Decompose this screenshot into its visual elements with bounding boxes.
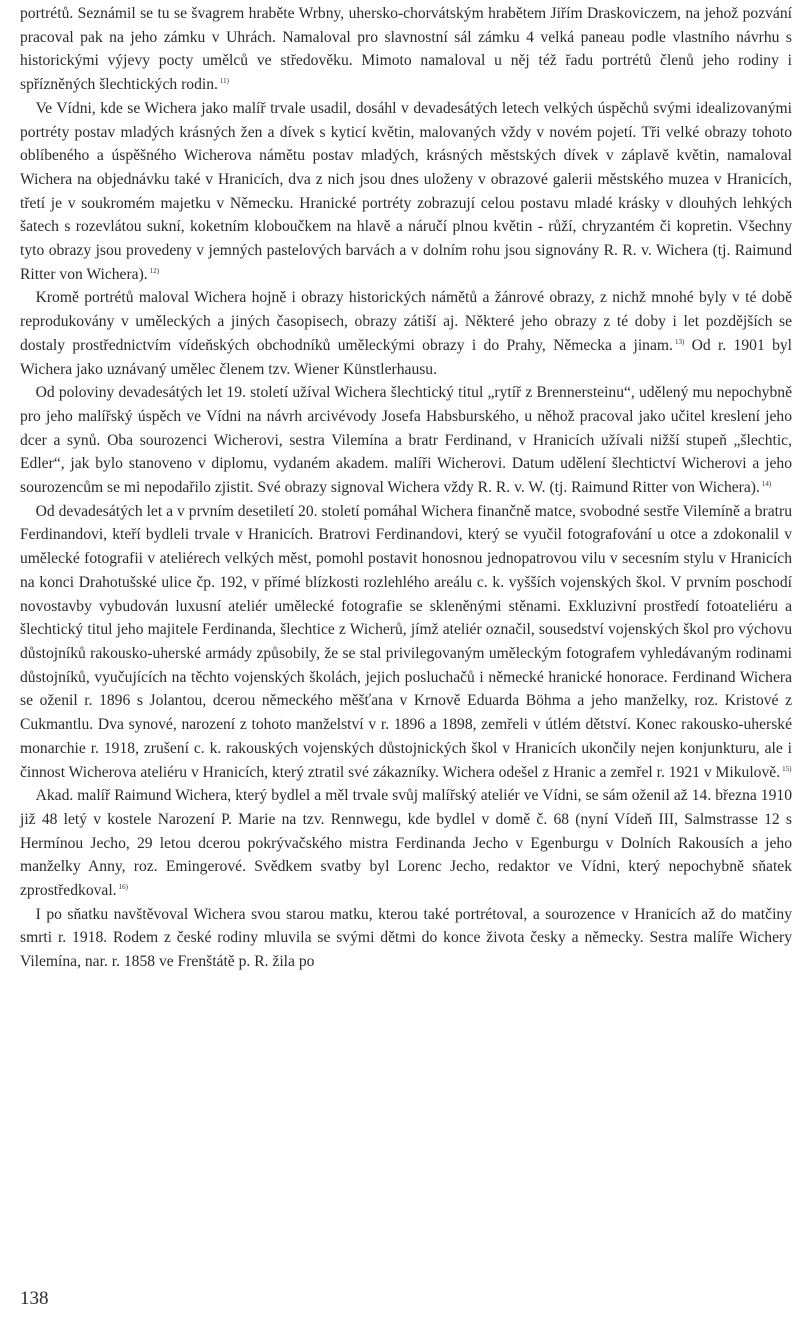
document-page bbox=[20, 2, 792, 974]
paragraph-4-text: Od poloviny devadesátých let 19. století užíval Wichera šlechtický titul „rytíř z Brennersteinu“, udělený mu nepochybně pro jeho malířský úspěch ve Vídni na návrh arcivévody Josefa Habsburského, u něhož pracoval jako učitel kreslení jeho dcer a synů. Oba sourozenci Wicherovi, sestra Vilemína a bratr Ferdinand, v Hranicích užívali nižší stupeň „šlechtic, Edler“, jak bylo stanoveno v diplomu, vydaném akadem. malíři Wicherovi. Datum udělení šlechtictví Wicherovi a jeho sourozencům se mi nepodařilo zjistit. Své obrazy signoval Wichera vždy R. R. v. W. (tj. Raimund Ritter von Wichera). bbox=[20, 384, 792, 497]
paragraph-1 bbox=[20, 2, 792, 97]
paragraph-3-tail: Od r. 1901 byl Wichera jako uznávaný umělec členem tzv. Wiener Künstlerhausu. bbox=[20, 336, 792, 378]
paragraph-4 bbox=[20, 381, 792, 500]
footnote-ref-13: 13) bbox=[674, 337, 685, 346]
footnote-ref-12: 12) bbox=[149, 266, 160, 275]
footnote-ref-15: 15) bbox=[782, 764, 792, 773]
paragraph-3 bbox=[20, 286, 792, 381]
paragraph-7 bbox=[20, 903, 792, 974]
paragraph-6-text: Akad. malíř Raimund Wichera, který bydlel a měl trvale svůj malířský ateliér ve Vídni, se sám oženil až 14. března 1910 již 48 letý v kostele Narození P. Marie na tzv. Rennwegu, kde bydlel v domě č. 68 (nyní Vídeň III, Salmstrasse 12 s Hermínou Jecho, 29 letou dcerou pokrývačského mistra Ferdinanda Jecho v Egenburgu v Dolních Rakousích a jeho manželky Anny, roz. Emingerové. Svědkem svatby byl Lorenc Jecho, redaktor ve Vídni, který nepochybně sňatek zprostředkoval. bbox=[20, 787, 792, 900]
footnote-ref-14: 14) bbox=[761, 480, 772, 489]
page-number: 138 bbox=[20, 1288, 49, 1309]
paragraph-3-text: Kromě portrétů maloval Wichera hojně i obrazy historických námětů a žánrové obrazy, z nichž mnohé byly v té době reprodukovány v uměleckých a jiných časopisech, obrazy zátiší aj. Některé jeho obrazy z té doby i let pozdějších se dostaly prostřednictvím vídeňských obchodníků uměleckými obrazy i do Prahy, Německa a jinam. bbox=[20, 289, 792, 354]
paragraph-5-text: Od devadesátých let a v prvním desetiletí 20. století pomáhal Wichera finančně matce, svobodné sestře Vilemíně a bratru Ferdinandovi, kteří bydleli trvale v Hranicích. Bratrovi Ferdinandovi, který se vyučil fotografování u otce a zdokonalil v umělecké fotografii v ateliérech velkých měst, pomohl postavit honosnou jednopatrovou vilu v secesním stylu v Hranicích na konci Drahotušské ulice čp. 192, v přímé blízkosti rozlehlého areálu c. k. vyšších vojenských škol. V prvním poschodí novostavby vybudován luxusní ateliér umělecké fotografie se skleněnými stěnami. Exkluzivní prostředí fotoateliéru a šlechtický titul jeho majitele Ferdinanda, šlechtice z Wicherů, jímž ateliér označil, sousedství vojenských škol pro výchovu důstojníků rakousko-uherské armády způsobily, že se stal privilegovaným uměleckým fotografem vyhledávaným rodinami důstojníků, vyučujících na těchto vojenských školách, jejich posluchačů i německé hranické honorace. Ferdinand Wichera se oženil r. 1896 s Jolantou, dcerou německého měšťana v Krnově Eduarda Böhma a jeho manželky, roz. Kristové z Cukmantlu. Dva synové, narození z tohoto manželství v r. 1896 a 1898, zemřeli v útlém dětství. Konec rakousko-uherské monarchie r. 1918, zrušení c. k. rakouských vojenských důstojnických škol v Hranicích ukončily nejen konjunkturu, ale i činnost Wicherova ateliéru v Hranicích, který ztratil své zákazníky. Wichera odešel z Hranic a zemřel r. 1921 v Mikulově. bbox=[20, 502, 792, 781]
paragraph-2 bbox=[20, 97, 792, 287]
paragraph-6 bbox=[20, 784, 792, 903]
paragraph-2-text: Ve Vídni, kde se Wichera jako malíř trvale usadil, dosáhl v devadesátých letech velkých úspěchů svými idealizovanými portréty postav mladých krásných žen a dívek s kyticí květin, malovaných vždy v novém pojetí. Tři velké obrazy tohoto oblíbeného a úspěšného Wicherova námětu postav mladých, krásných městských dívek v záplavě květin, namaloval Wichera na objednávku také v Hranicích, dva z nich jsou dnes uloženy v obrazové galerii městského muzea v Hranicích, třetí je v soukromém majetku v Německu. Hranické portréty zobrazují celou postavu mladé krásky v dlouhých lehkých šatech s rozevlátou sukní, koketním kloboučkem na hlavě a náručí plnou květin - růží, chryzantém či kopretin. Všechny tyto obrazy jsou provedeny v jemných pastelových barvách a v dolním rohu jsou signovány R. R. v. Wichera (tj. Raimund Ritter von Wichera). bbox=[20, 99, 792, 283]
paragraph-5 bbox=[20, 500, 792, 784]
paragraph-1-text: portrétů. Seznámil se tu se švagrem hraběte Wrbny, uhersko-chorvátským hrabětem Jiřím Draskoviczem, na jehož pozvání pracoval pak na jeho zámku v Uhrách. Namaloval pro slavnostní sál zámku 4 velká paneau podle vlastního návrhu s historickými výjevy pocty umělců ve středověku. Mimoto namaloval u něj též řadu portrétů členů jeho rodiny i spřízněných šlechtických rodin. bbox=[20, 5, 792, 94]
paragraph-7-text: I po sňatku navštěvoval Wichera svou starou matku, kterou také portrétoval, a sourozence v Hranicích až do matčiny smrti r. 1918. Rodem z české rodiny mluvila se svými dětmi do konce života česky a německy. Sestra malíře Wichery Vilemína, nar. r. 1858 ve Frenštátě p. R. žila po bbox=[20, 905, 792, 971]
footnote-ref-11: 11) bbox=[219, 77, 229, 86]
footnote-ref-16: 16) bbox=[118, 883, 128, 892]
